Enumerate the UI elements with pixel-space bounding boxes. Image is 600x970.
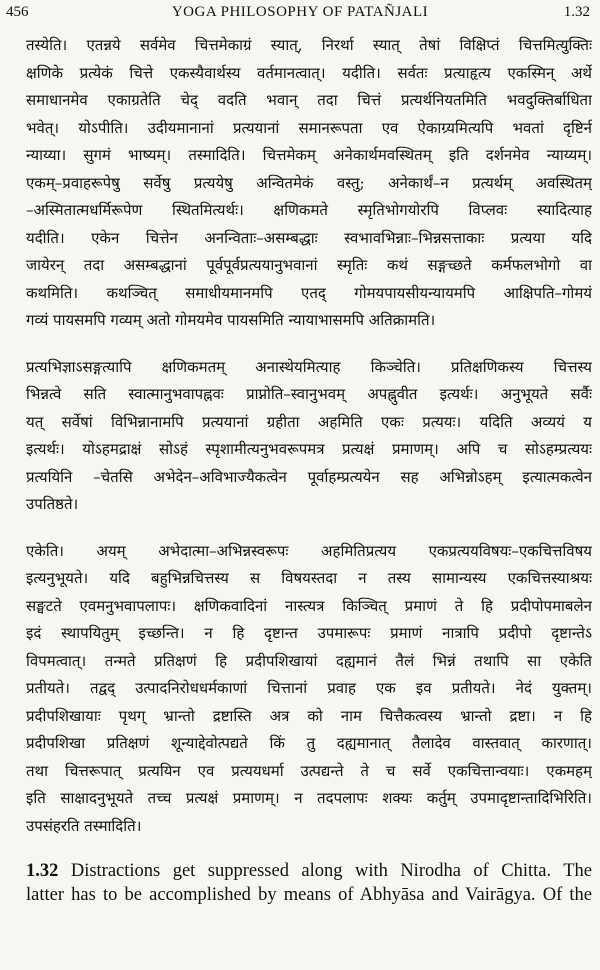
text-line: –अस्मितात्मधर्मिरूपेण स्थितमित्यर्थः। क्षणिकमते स्मृतिभोगयोरपि विप्लवः स्यादित्याह [26, 201, 592, 219]
text-line: प्रदीपशिखा प्रतिक्षणं शून्याद्देवोत्पद्यते किं तु दह्यमानात् तैलादेव वास्तवात् कारणात्। [26, 734, 592, 752]
text-line: भवेत्। योऽपीति। उदीयमानानां प्रत्ययानां समानरूपता एव ऐकाग्र्यमित्यपि भवतां दृष्टिर्न [26, 118, 592, 137]
text-line: समाधानमेव एकाग्रतेति चेद् वदति भवान् तदा चित्तं प्रत्यर्थनियतमिति भवदुक्तिर्बाधिता [26, 91, 592, 109]
sutra-translation [26, 859, 592, 907]
text-line: उपतिष्ठते। [26, 495, 79, 513]
text-line: यत् सर्वेषां विभिन्नानामपि प्रत्ययानां ग्रहीता अहमिति एकः प्रत्ययः। यदिति अव्ययं य [26, 412, 592, 431]
sutra-number: 1.32 [26, 861, 59, 881]
text-line: एकेति। अयम् अभेदात्मा–अभिन्नस्वरूपः अहमितिप्रत्यय एकप्रत्ययविषयः–एकचित्तविषय [26, 541, 592, 560]
text-line: प्रदीपशिखायाः पृथग् भ्रान्तो द्रष्टास्ति अत्र को नाम चित्तैकत्वस्य भ्रान्तो द्रष्टा। न हि [26, 706, 592, 725]
text-line: न्याय्या। सुगमं भाष्यम्। तस्मादिति। चित्तमेकम् अनेकार्थमवस्थितम् इति दर्शनमेव न्याय्यम्। [26, 146, 592, 164]
sutra-text: Distractions get suppressed along with Nirodha of Chitta. The [70, 861, 592, 881]
commentary-paragraph-1 [26, 32, 592, 335]
text-line: तथा चित्तरूपात् प्रत्ययिन एव प्रत्ययधर्मा उत्पद्यन्ते ते च सर्वे एकचित्तान्वयाः। एकमहम् [26, 761, 592, 780]
section-number: 1.32 [563, 4, 590, 20]
text-line: इति साक्षादनुभूयते तच्च प्रत्यक्षं प्रमाणम्। न तदपलापः शक्यः कर्तुम् उपमादृष्टान्तादिभिरिति। [26, 789, 592, 807]
text-line: यदीति। एकेन चित्तेन अनन्विताः–असम्बद्धाः स्वभावभिन्नाः–भिन्नसत्ताकाः प्रत्यया यदि [26, 228, 592, 247]
page-body [26, 32, 592, 926]
text-line: विपमत्वात्। तन्मते प्रतिक्षणं हि प्रदीपशिखायां दह्यमानं तैलं भिन्नं तथापि सा एकेति [26, 651, 592, 670]
page-number: 456 [6, 4, 29, 20]
text-line: प्रतीयते। तद्वद् उत्पादनिरोधधर्मकाणां चित्तानां प्रवाह एक इव प्रतीयते। नेदं युक्तम्। [26, 679, 592, 697]
text-line: उपसंहरति तस्मादिति। [26, 816, 142, 835]
text-line: प्रत्यभिज्ञाऽसङ्गत्यापि क्षणिकमतम् अनास्थेयमित्याह किञ्चेति। प्रतिक्षणिकस्य चित्तस्य [26, 357, 592, 376]
text-line [26, 859, 592, 883]
text-line: जायेरन् तदा असम्बद्धानां पूर्वपूर्वप्रत्ययानुभवानां स्मृतिः कथं सङ्गच्छते कर्मफलभोगो वा [26, 256, 592, 274]
text-line: भिन्नत्वे सति स्वात्मानुभवापह्नवः प्राप्नोति–स्वानुभवम् अपह्नुवीत इत्यर्थः। अनुभूयते सर्वैः [26, 385, 592, 403]
text-line: इत्यनुभूयते। यदि बहुभिन्नचित्तस्य स विषयस्तदा न तस्य सामान्यस्य एकचित्तस्याश्रयः [26, 569, 592, 587]
text-line: सङ्घटते एवमनुभवापलापः। क्षणिकवादिनां नास्त्यत्र किञ्चित् प्रमाणं ते हि प्रदीपोपमाबलेन [26, 596, 592, 615]
running-header [0, 4, 600, 24]
commentary-paragraph-3 [26, 538, 592, 841]
commentary-paragraph-2 [26, 354, 592, 519]
text-line: कथमिति। कथञ्चित् समाधीयमानमपि एतद् गोमयपायसीयन्यायमपि आक्षिपति–गोमयं [26, 283, 592, 302]
text-line: इदं स्थापयितुम् इच्छन्ति। न हि दृष्टान्त उपमारूपः प्रमाणं नात्रापि प्रदीपो दृष्टान्तेऽ [26, 624, 592, 642]
text-line: गव्यं पायसमपि गव्यम् अतो गोमयमेव पायसमिति न्यायाभासमपि अतिक्रामति। [26, 311, 436, 329]
running-title: YOGA PHILOSOPHY OF PATAÑJALI [171, 4, 429, 20]
text-line: प्रत्ययिनि –चेतसि अभेदेन–अविभाज्यैकत्वेन पूर्वाहम्प्रत्ययेन सह अभिन्नोऽहम् इत्यात्मकत्वेन [26, 467, 592, 486]
text-line: इत्यर्थः। योऽहमद्राक्षं सोऽहं स्पृशामीत्यनुभवरूपमत्र प्रत्यक्षं प्रमाणम्। अपि च सोऽहम्प्रत्ययः [26, 440, 592, 458]
text-line: तस्येति। एतन्नये सर्वमेव चित्तमेकाग्रं स्यात्, निरर्था स्यात् तेषां विक्षिप्तं चित्तमित्युक्तिः [26, 36, 592, 54]
text-line: latter has to be accomplished by means of Abhyāsa and Vairāgya. Of the [26, 885, 592, 905]
text-line: एकम्–प्रवाहरूपेषु सर्वेषु प्रत्ययेषु अन्वितमेकं वस्तु; अनेकार्थं–न प्रत्यर्थम् अवस्थितम् [26, 173, 592, 192]
text-line: क्षणिके प्रत्येकं चित्ते एकस्यैवार्थस्य वर्तमानत्वात्। यदीति। सर्वतः प्रत्याहृत्य एकस्मिन् अर्थे [26, 63, 592, 82]
